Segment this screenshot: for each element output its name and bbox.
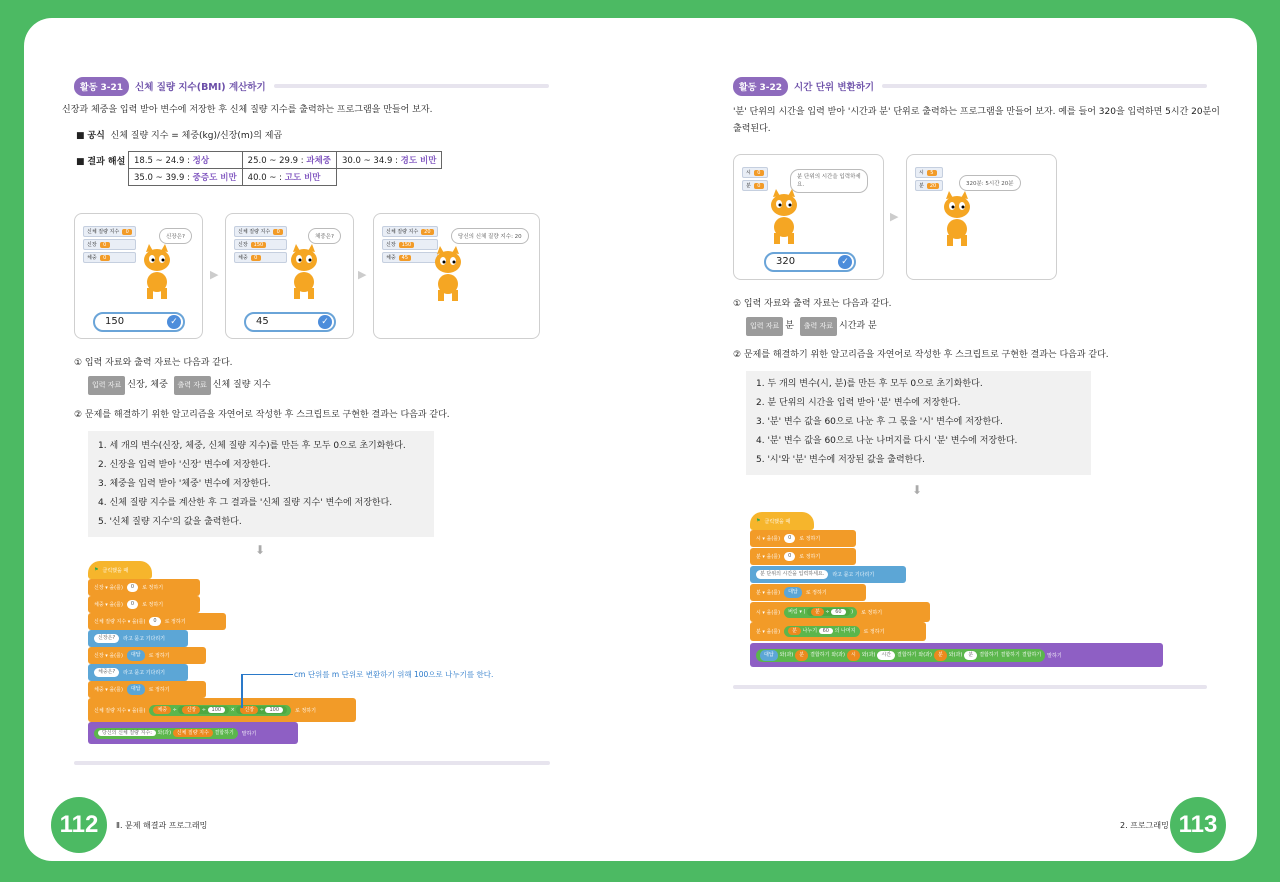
ask-and-wait-block[interactable]: 신장은? 라고 묻고 기다리기 [88, 630, 188, 647]
table-row [129, 169, 442, 186]
variable-monitor: 체중 45 [382, 252, 438, 263]
stage-panel-1 [733, 154, 884, 280]
say-block[interactable]: 대답 와(과) 분 결합하기 와(과) 시 와(과) 시간 결합하기 와(과) 분 와(과) 분 결합하기 결합하기 결합하기 말하기 [750, 643, 1163, 667]
intro-text: '분' 단위의 시간을 입력 받아 '시간과 분' 단위로 출력하는 프로그램을 만들어 보자. 예를 들어 320을 입력하면 5시간 20분이 [733, 107, 1220, 117]
annotation-note: cm 단위를 m 단위로 변환하기 위해 100으로 나누기를 한다. [294, 670, 494, 679]
algorithm-step: 5. '신체 질량 지수'의 값을 출력한다. [98, 517, 242, 527]
variable-monitor: 분 0 [742, 180, 768, 191]
algorithm-step: 3. '분' 변수 값을 60으로 나눈 후 그 몫을 '시' 변수에 저장한다. [756, 417, 1003, 427]
join-block[interactable]: 당신의 신체 질량 지수: 와(과) 신체 질량 지수 결합하기 [94, 728, 238, 739]
set-variable-block[interactable]: 체중 ▾ 을(를) 대답 로 정하기 [88, 681, 206, 698]
activity-header-left [74, 76, 549, 96]
variable-monitor: 신체 질량 지수 0 [234, 226, 287, 237]
variable-monitor: 신장 0 [83, 239, 136, 250]
variable-monitor: 시 5 [915, 167, 943, 178]
ask-and-wait-block[interactable]: 분 단위의 시간을 입력하세요. 라고 묻고 기다리기 [750, 566, 906, 583]
speech-bubble: 당신의 신체 질량 지수: 20 [451, 228, 529, 244]
floor-operator-block[interactable]: 버림 ▾ ( 분 ÷ 60 ) [784, 607, 857, 618]
cat-sprite-icon [764, 189, 804, 245]
variable-monitors [234, 226, 287, 265]
algorithm-step: 5. '시'와 '분' 변수에 저장된 값을 출력한다. [756, 455, 925, 465]
activity-header-right [733, 76, 1207, 96]
green-flag-icon: ⚑ [94, 567, 99, 573]
input-value: 분 [785, 321, 794, 331]
stage-panel-3 [373, 213, 540, 339]
speech-bubble: 신장은? [159, 228, 192, 244]
output-label: 출력 자료 [800, 317, 837, 336]
right-arrow-icon: ▶ [890, 210, 899, 223]
page-number: 113 [1170, 797, 1226, 853]
chapter-footer: Ⅱ. 문제 해결과 프로그래밍 [116, 821, 208, 830]
formula-label: 공식 [87, 131, 105, 141]
activity-tag: 활동 3-21 [74, 77, 129, 96]
check-icon[interactable]: ✓ [167, 315, 181, 329]
input-label: 입력 자료 [88, 376, 125, 395]
cat-sprite-icon [937, 191, 977, 247]
set-variable-block[interactable]: 시 ▾ 을(를) 0 로 정하기 [750, 530, 856, 547]
stage-panel-1 [74, 213, 203, 339]
header-rule [882, 84, 1207, 88]
answer-input[interactable]: 45 ✓ [244, 312, 336, 332]
set-variable-block[interactable]: 분 ▾ 을(를) 0 로 정하기 [750, 548, 856, 565]
variable-monitor: 신체 질량 지수 20 [382, 226, 438, 237]
set-variable-block[interactable]: 체중 ▾ 을(를) 0 로 정하기 [88, 596, 200, 613]
check-icon[interactable]: ✓ [838, 255, 852, 269]
intro-text: 신장과 체중을 입력 받아 변수에 저장한 후 신체 질량 지수를 출력하는 프로그램을 만들어 보자. [62, 105, 433, 115]
io-line [88, 376, 271, 395]
cat-sprite-icon [284, 244, 324, 300]
variable-monitor: 체중 0 [234, 252, 287, 263]
speech-bubble: 320분: 5시간 20분 [959, 175, 1021, 191]
speech-bubble: 분 단위의 시간을 입력하세요. [790, 169, 868, 193]
set-bmi-block[interactable]: 신체 질량 지수 ▾ 을(를) 체중 ÷ 신장 ÷ 100 × 신장 ÷ 100 로 정하기 [88, 698, 356, 722]
output-value: 시간과 분 [839, 321, 877, 331]
operator-block[interactable]: 체중 ÷ 신장 ÷ 100 × 신장 ÷ 100 [149, 705, 291, 716]
set-variable-block[interactable]: 분 ▾ 을(를) 대답 로 정하기 [750, 584, 866, 601]
set-minute-block[interactable]: 분 ▾ 을(를) 분 나누기 60 의 나머지 로 정하기 [750, 622, 926, 641]
answer-input[interactable]: 150 ✓ [93, 312, 185, 332]
set-variable-block[interactable]: 신체 질량 지수 ▾ 을(를) 0 로 정하기 [88, 613, 226, 630]
note-leader-line [241, 674, 293, 675]
answer-input[interactable]: 320 ✓ [764, 252, 856, 272]
result-label-line: ■ 결과 해설 [76, 157, 126, 167]
table-cell: 35.0 ~ 39.9 : 중증도 비만 [129, 169, 243, 186]
variable-monitor: 신장 150 [382, 239, 438, 250]
stage-panel-2 [906, 154, 1057, 280]
variable-monitor: 신체 질량 지수 0 [83, 226, 136, 237]
algorithm-step: 1. 세 개의 변수(신장, 체중, 신체 질량 지수)를 만든 후 모두 0으로 초기화한다. [98, 441, 406, 451]
down-arrow-icon: ⬇ [255, 543, 266, 557]
chapter-footer: 2. 프로그래밍 [1120, 821, 1169, 830]
variable-monitor: 체중 0 [83, 252, 136, 263]
speech-bubble: 체중은? [308, 228, 341, 244]
input-value: 신장, 체중 [127, 380, 168, 390]
algorithm-step: 1. 두 개의 변수(시, 분)를 만든 후 모두 0으로 초기화한다. [756, 379, 983, 389]
set-hour-block[interactable]: 시 ▾ 을(를) 버림 ▾ ( 분 ÷ 60 ) 로 정하기 [750, 602, 930, 622]
when-flag-clicked-block[interactable]: ⚑ 클릭했을 때 [750, 512, 814, 530]
algorithm-box [746, 371, 1091, 475]
right-arrow-icon: ▶ [358, 268, 367, 281]
book-spread [24, 18, 1257, 861]
section-rule [733, 685, 1207, 689]
right-arrow-icon: ▶ [210, 268, 219, 281]
cat-sprite-icon [137, 244, 177, 300]
input-label: 입력 자료 [746, 317, 783, 336]
set-variable-block[interactable]: 신장 ▾ 을(를) 0 로 정하기 [88, 579, 200, 596]
variable-monitor: 신장 150 [234, 239, 287, 250]
header-rule [274, 84, 549, 88]
check-icon[interactable]: ✓ [318, 315, 332, 329]
say-block[interactable]: 당신의 신체 질량 지수: 와(과) 신체 질량 지수 결합하기 말하기 [88, 722, 298, 744]
step2-text: ② 문제를 해결하기 위한 알고리즘을 자연어로 작성한 후 스크립트로 구현한 결과는 다음과 같다. [733, 350, 1109, 360]
step1-text: ① 입력 자료와 출력 자료는 다음과 같다. [74, 358, 233, 368]
result-label: 결과 해설 [87, 157, 126, 167]
intro-text-2: 출력된다. [733, 124, 771, 134]
algorithm-step: 3. 체중을 입력 받아 '체중' 변수에 저장한다. [98, 479, 271, 489]
output-value: 신체 질량 지수 [212, 380, 271, 390]
stage-panel-2 [225, 213, 354, 339]
table-cell: 40.0 ~ : 고도 비만 [242, 169, 336, 186]
io-line [746, 317, 877, 336]
variable-monitors [83, 226, 136, 265]
ask-and-wait-block[interactable]: 체중은? 라고 묻고 기다리기 [88, 664, 188, 681]
activity-title: 시간 단위 변환하기 [794, 82, 875, 93]
output-label: 출력 자료 [174, 376, 211, 395]
formula-line: ■ 공식 신체 질량 지수 = 체중(kg)/신장(m)의 제곱 [76, 131, 283, 141]
table-cell: 25.0 ~ 29.9 : 과체중 [242, 152, 336, 169]
table-row [129, 152, 442, 169]
step1-text: ① 입력 자료와 출력 자료는 다음과 같다. [733, 299, 892, 309]
when-flag-clicked-block[interactable]: ⚑ 클릭했을 때 [88, 561, 152, 579]
table-cell: 30.0 ~ 34.9 : 경도 비만 [336, 152, 441, 169]
table-cell-empty [336, 169, 441, 186]
algorithm-step: 2. 분 단위의 시간을 입력 받아 '분' 변수에 저장한다. [756, 398, 961, 408]
note-leader-line [241, 674, 243, 708]
activity-title: 신체 질량 지수(BMI) 계산하기 [135, 82, 266, 93]
variable-monitors [915, 167, 943, 193]
page-number: 112 [51, 797, 107, 853]
bmi-result-table [128, 151, 442, 186]
variable-monitor: 분 20 [915, 180, 943, 191]
algorithm-step: 2. 신장을 입력 받아 '신장' 변수에 저장한다. [98, 460, 271, 470]
mod-operator-block[interactable]: 분 나누기 60 의 나머지 [784, 626, 859, 637]
section-rule [74, 761, 550, 765]
down-arrow-icon: ⬇ [912, 483, 923, 497]
set-variable-block[interactable]: 신장 ▾ 을(를) 대답 로 정하기 [88, 647, 206, 664]
algorithm-step: 4. 신체 질량 지수를 계산한 후 그 결과를 '신체 질량 지수' 변수에 저장한다. [98, 498, 393, 508]
green-flag-icon: ⚑ [756, 518, 761, 524]
join-block[interactable]: 대답 와(과) 분 결합하기 와(과) 시 와(과) 시간 결합하기 와(과) 분 와(과) 분 결합하기 결합하기 결합하기 [756, 649, 1045, 662]
formula-text: 신체 질량 지수 = 체중(kg)/신장(m)의 제곱 [110, 131, 283, 141]
cat-sprite-icon [428, 246, 468, 302]
algorithm-step: 4. '분' 변수 값을 60으로 나눈 나머지를 다시 '분' 변수에 저장한다. [756, 436, 1018, 446]
algorithm-box [88, 431, 434, 537]
variable-monitor: 시 0 [742, 167, 768, 178]
step2-text: ② 문제를 해결하기 위한 알고리즘을 자연어로 작성한 후 스크립트로 구현한 결과는 다음과 같다. [74, 410, 450, 420]
activity-tag: 활동 3-22 [733, 77, 788, 96]
table-cell: 18.5 ~ 24.9 : 정상 [129, 152, 243, 169]
